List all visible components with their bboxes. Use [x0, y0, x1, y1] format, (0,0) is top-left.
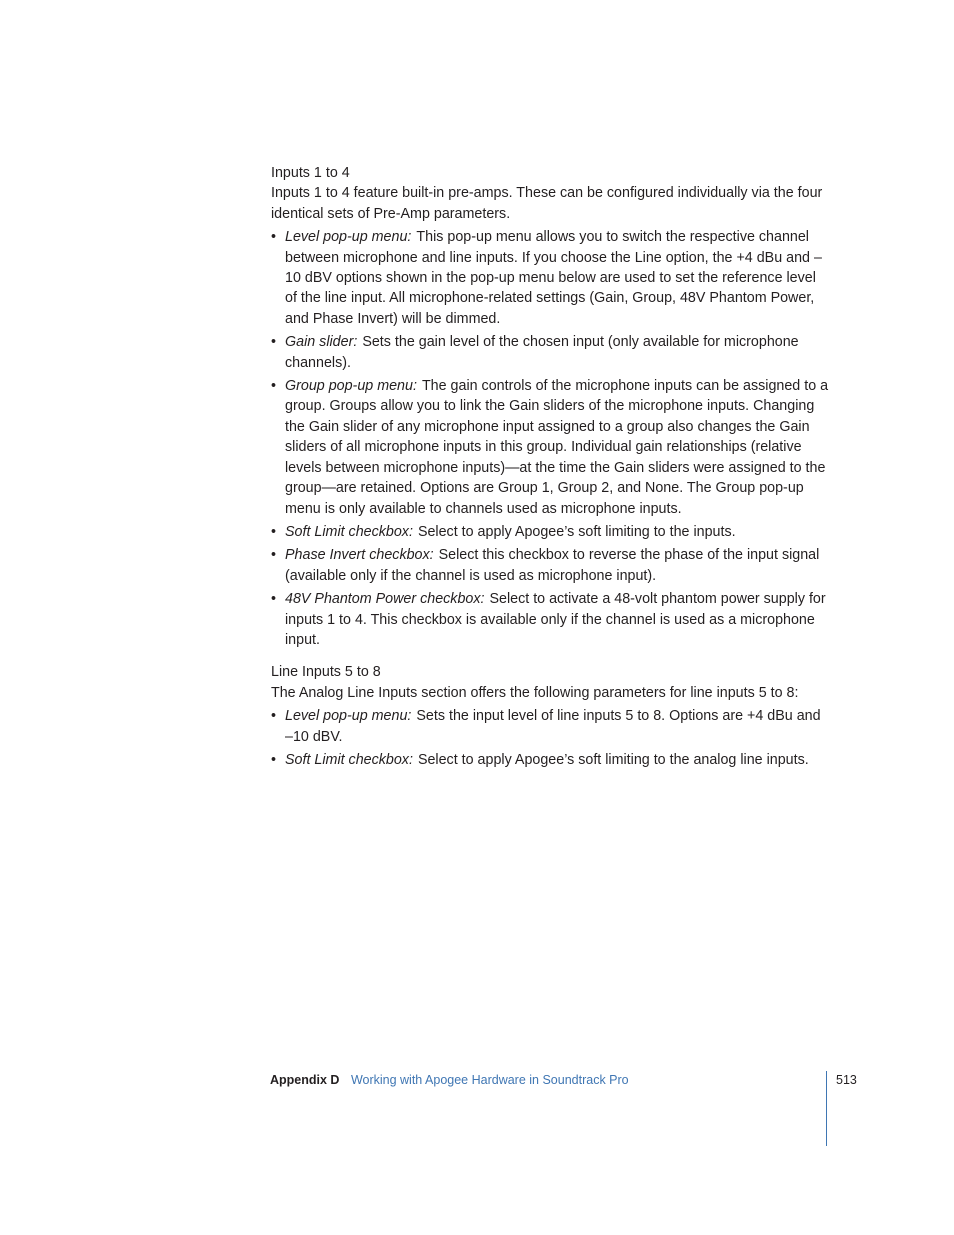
list-item-text: Select this checkbox to reverse the phase of the input signal (available only if the channel is used as microphone input). — [285, 547, 820, 584]
bullet-list-line-inputs-5-8 — [271, 706, 831, 770]
bullet-icon: • — [271, 523, 277, 540]
list-item — [271, 332, 831, 373]
bullet-icon: • — [271, 547, 277, 564]
list-item — [271, 706, 831, 747]
list-item — [271, 750, 831, 770]
bullet-icon: • — [271, 229, 277, 246]
bullet-icon: • — [271, 378, 277, 395]
list-item-text: Select to apply Apogee’s soft limiting to the analog line inputs. — [417, 751, 809, 768]
list-item-text: The gain controls of the microphone inputs can be assigned to a group. Groups allow you to link the Gain sliders of the microphone inputs. Changing the Gain slider of any microphone input assigned to a group also changes the Gain sliders of all microphone inputs in this group. Individual gain relationships (relative levels between microphone inputs)—at the time the Gain sliders were assigned to the group—are retained. Options are Group 1, Group 2, and None. The Group pop-up menu is only available to channels used as microphone inputs. — [285, 378, 829, 517]
list-item-text: Sets the gain level of the chosen input (only available for microphone channels). — [285, 334, 799, 371]
list-item-term: Gain slider: — [285, 334, 358, 351]
page-content — [271, 163, 831, 773]
bullet-icon: • — [271, 751, 277, 768]
section-intro-line-inputs-5-8: The Analog Line Inputs section offers the following parameters for line inputs 5 to 8: — [271, 684, 799, 701]
section-intro-inputs-1-4: Inputs 1 to 4 feature built-in pre-amps. These can be configured individually via the four identical sets of Pre-Amp parameters. — [271, 185, 823, 222]
section-heading-line-inputs-5-8: Line Inputs 5 to 8 — [271, 664, 381, 681]
list-item — [271, 589, 831, 650]
list-item-term: Soft Limit checkbox: — [285, 751, 413, 768]
list-item-term: Phase Invert checkbox: — [285, 547, 434, 564]
bullet-list-inputs-1-4 — [271, 227, 831, 650]
list-item-term: 48V Phantom Power checkbox: — [285, 591, 485, 608]
list-item-term: Soft Limit checkbox: — [285, 523, 413, 540]
footer-divider — [826, 1071, 827, 1146]
list-item-text: This pop-up menu allows you to switch the respective channel between microphone and line inputs. If you choose the Line option, the +4 dBu and –10 dBV options shown in the pop-up menu below are used to set the reference level of the line input. All microphone-related settings (Gain, Group, 48V Phantom Power, and Phase Invert) will be dimmed. — [285, 229, 822, 327]
list-item-text: Select to apply Apogee’s soft limiting to the inputs. — [417, 523, 736, 540]
list-item-term: Level pop-up menu: — [285, 229, 412, 246]
page-footer — [270, 1072, 629, 1088]
bullet-icon: • — [271, 591, 277, 608]
list-item — [271, 227, 831, 329]
footer-appendix-label: Appendix D — [270, 1073, 340, 1087]
list-item — [271, 545, 831, 586]
page-number: 513 — [836, 1073, 857, 1087]
section-spacer — [271, 653, 831, 662]
list-item-term: Group pop-up menu: — [285, 378, 417, 395]
footer-chapter-title: Working with Apogee Hardware in Soundtrack Pro — [350, 1073, 629, 1087]
section-heading-inputs-1-4: Inputs 1 to 4 — [271, 165, 350, 181]
list-item — [271, 522, 831, 542]
list-item-text: Select to activate a 48-volt phantom power supply for inputs 1 to 4. This checkbox is available only if the channel is used as a microphone input. — [285, 591, 826, 648]
list-item-term: Level pop-up menu: — [285, 708, 412, 725]
list-item-text: Sets the input level of line inputs 5 to 8. Options are +4 dBu and –10 dBV. — [285, 708, 821, 745]
list-item — [271, 376, 831, 519]
bullet-icon: • — [271, 334, 277, 351]
bullet-icon: • — [271, 708, 277, 725]
